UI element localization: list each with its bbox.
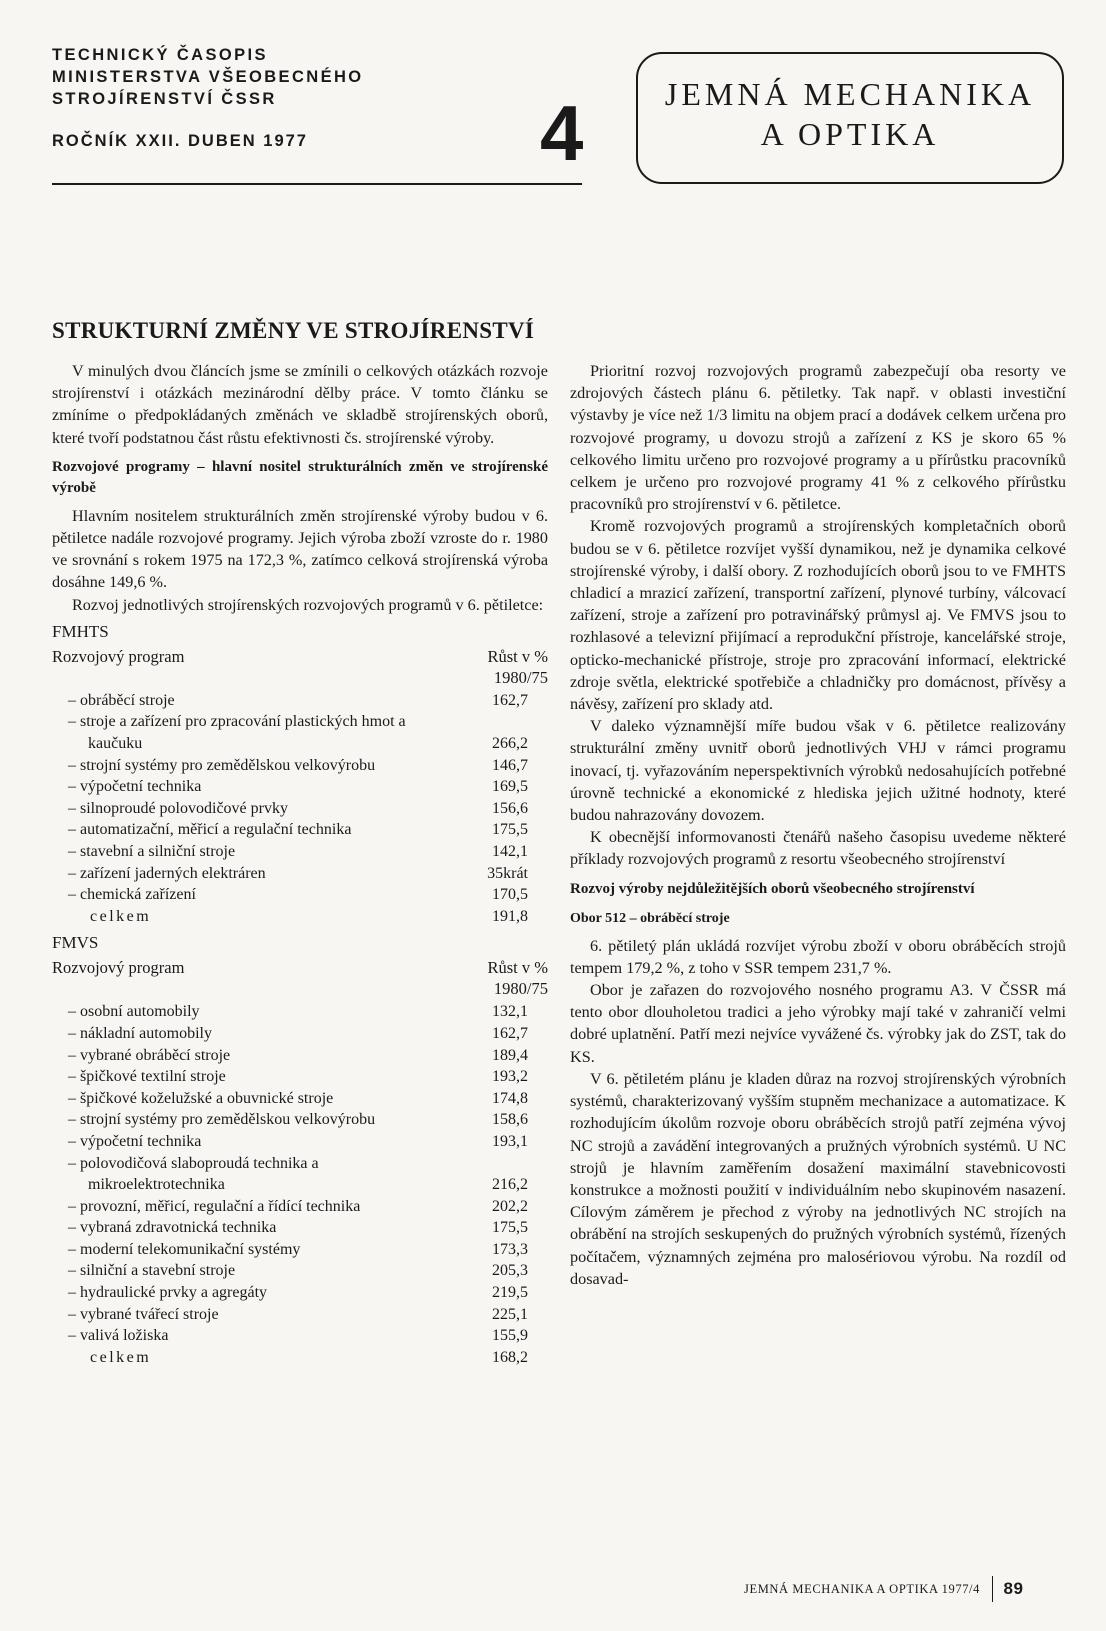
table-total-row: celkem 168,2 bbox=[90, 1348, 528, 1366]
table-row: – strojní systémy pro zemědělskou velkovýrobu 146,7 bbox=[68, 756, 528, 774]
masthead-rule bbox=[52, 183, 582, 185]
table-row: – chemická zařízení 170,5 bbox=[68, 886, 528, 904]
table-row: – automatizační, měřicí a regulační technika 175,5 bbox=[68, 821, 528, 839]
journal-title-box bbox=[636, 52, 1064, 184]
table-row: – moderní telekomunikační systémy 173,3 bbox=[68, 1240, 528, 1258]
header-program: Rozvojový program bbox=[52, 646, 185, 666]
page-footer bbox=[744, 1576, 1024, 1602]
table-row: – špičkové textilní stroje 193,2 bbox=[68, 1068, 528, 1086]
table-row: – vybrané tvářecí stroje 225,1 bbox=[68, 1305, 528, 1323]
left-column bbox=[52, 360, 548, 1368]
volume-date: ROČNÍK XXII. DUBEN 1977 bbox=[52, 132, 308, 150]
journal-title-line-2: A OPTIKA bbox=[760, 116, 940, 152]
running-title: JEMNÁ MECHANIKA A OPTIKA 1977/4 bbox=[744, 1581, 980, 1596]
header-growth: Růst v % 1980/75 bbox=[487, 646, 548, 687]
publisher-line-1: TECHNICKÝ ČASOPIS bbox=[52, 46, 268, 64]
table-row: – nákladní automobily 162,7 bbox=[68, 1024, 528, 1042]
table-row: – provozní, měřicí, regulační a řídící technika 202,2 bbox=[68, 1197, 528, 1215]
paragraph: K obecnější informovanosti čtenářů našeho časopisu uvedeme některé příklady rozvojových programů z resortu všeobecného strojírenství bbox=[570, 828, 1066, 869]
paragraph: Obor je zařazen do rozvojového nosného programu A3. V ČSSR má tento obor dlouholetou tradici a jeho výrobky mají také v zahraničí velmi dobré uplatnění. Patří mezi nejvíce vyvážené čs. výrobky jak do ZST, tak do KS. bbox=[570, 981, 1066, 1066]
fmvs-heading: FMVS bbox=[52, 933, 99, 953]
table-row: – strojní systémy pro zemědělskou velkovýrobu 158,6 bbox=[68, 1111, 528, 1129]
table-row: – stroje a zařízení pro zpracování plastických hmot a kaučuku 266,2 bbox=[68, 713, 528, 753]
header-growth: Růst v % 1980/75 bbox=[487, 958, 548, 999]
publisher-line-3: STROJÍRENSTVÍ ČSSR bbox=[52, 90, 277, 108]
table-row: – valivá ložiska 155,9 bbox=[68, 1327, 528, 1345]
right-column bbox=[570, 360, 1066, 1290]
fmhts-table bbox=[52, 646, 548, 928]
section-subhead: Rozvojové programy – hlavní nositel strukturálních změn ve strojírenské výrobě bbox=[52, 458, 548, 496]
table-row: – stavební a silniční stroje 142,1 bbox=[68, 842, 528, 860]
header-program: Rozvojový program bbox=[52, 958, 185, 978]
intro-paragraph: V minulých dvou článcích jsme se zmínili o celkových otázkách rozvoje strojírenství i otázkách mezinárodní dělby práce. V tomto článku se zmíníme o předpokládaných změnách ve skladbě strojírenských oborů, které tvoří podstatnou část růstu efektivnosti čs. strojírenské výroby. bbox=[52, 362, 548, 447]
subsection-subhead: Obor 512 – obráběcí stroje bbox=[570, 910, 730, 926]
issue-number: 4 bbox=[540, 89, 584, 177]
article-title: STRUKTURNÍ ZMĚNY VE STROJÍRENSTVÍ bbox=[52, 318, 535, 343]
table-row: – osobní automobily 132,1 bbox=[68, 1003, 528, 1021]
table-total-row: celkem 191,8 bbox=[90, 907, 528, 925]
fmvs-table bbox=[52, 957, 548, 1368]
page-number: 89 bbox=[1003, 1579, 1024, 1598]
paragraph: Hlavním nositelem strukturálních změn strojírenské výroby budou v 6. pětiletce nadále rozvojové programy. Jejich výroba zboží vzroste do r. 1980 ve srovnání s rokem 1975 na 172,3 %, zatímco celková strojírenská výroba dosáhne 149,6 %. bbox=[52, 506, 548, 592]
table-row: – vybrané obráběcí stroje 189,4 bbox=[68, 1046, 528, 1064]
table-row: – hydraulické prvky a agregáty 219,5 bbox=[68, 1284, 528, 1302]
publisher-block bbox=[52, 44, 364, 110]
table-row: – silnoproudé polovodičové prvky 156,6 bbox=[68, 799, 528, 817]
journal-title-line-1: JEMNÁ MECHANIKA bbox=[664, 76, 1036, 112]
paragraph: 6. pětiletý plán ukládá rozvíjet výrobu zboží v oboru obráběcích strojů tempem 179,2 %, z toho v SSR tempem 231,7 %. bbox=[570, 936, 1066, 977]
footer-divider bbox=[992, 1576, 994, 1602]
paragraph: Kromě rozvojových programů a strojírenských kompletačních oborů budou se v 6. pětiletce rozvíjet vyšší dynamikou, než je dynamika celkové strojírenské výroby, i další obory. Z rozhodujících oborů jsou to ve FMHTS chladicí a mrazicí zařízení, transportní zařízení, plynové turbíny, válcovací zařízení, stroje a zařízení pro potravinářský průmysl aj. Ve FMVS jsou to rozhlasové a televizní přijímací a reprodukční přístroje, kancelářské stroje, opticko-mechanické přístroje, stroje pro zpracování informací, elektrické zdroje světla, elektrické spotřebiče a chladničky pro domácnost, přívěsy a návěsy, zařízení pro sklady atd. bbox=[570, 517, 1066, 714]
table-row: – polovodičová slaboproudá technika a mikroelektrotechnika 216,2 bbox=[68, 1154, 528, 1194]
masthead bbox=[52, 44, 364, 151]
paragraph: Rozvoj jednotlivých strojírenských rozvojových programů v 6. pětiletce: bbox=[72, 595, 544, 614]
section-subhead: Rozvoj výroby nejdůležitějších oborů všeobecného strojírenství bbox=[570, 880, 975, 897]
table-row: – špičkové koželužské a obuvnické stroje 174,8 bbox=[68, 1089, 528, 1107]
table-row: – vybraná zdravotnická technika 175,5 bbox=[68, 1219, 528, 1237]
table-header bbox=[52, 646, 548, 688]
table-row: – výpočetní technika 169,5 bbox=[68, 778, 528, 796]
table-row: – výpočetní technika 193,1 bbox=[68, 1132, 528, 1150]
paragraph: V daleko významnější míře budou však v 6. pětiletce realizovány strukturální změny uvnitř oborů jednotlivých VHJ v rámci programu inovací, tj. vyřazováním neperspektivních výrobků nedosahujících potřebné úrovně technické a ekonomické z hlediska jejich užitné hodnoty, které budou nahrazovány dovozem. bbox=[570, 717, 1066, 825]
publisher-line-2: MINISTERSTVA VŠEOBECNÉHO bbox=[52, 68, 364, 86]
table-row: – silniční a stavební stroje 205,3 bbox=[68, 1262, 528, 1280]
paragraph: Prioritní rozvoj rozvojových programů zabezpečují oba resorty ve zdrojových částech plánu 6. pětiletky. Tak např. v oblasti investiční výstavby je více než 1/3 limitu na objem prací a dodávek celkem určena pro rozvojové programy, u dovozu strojů a zařízení z KS je skoro 65 % celkového limitu určeno pro rozvojové programy a u přírůstku pracovníků celkem je určeno pro rozvojové programy 41 % z celkového přírůstku pracovníků pro strojírenství v 6. pětiletce. bbox=[570, 362, 1066, 514]
table-header bbox=[52, 957, 548, 999]
table-row: – obráběcí stroje 162,7 bbox=[68, 691, 528, 709]
paragraph: V 6. pětiletém plánu je kladen důraz na rozvoj strojírenských výrobních systémů, charakterizovaný vyšším stupněm mechanizace a automatizace. K rozhodujícím úkolům rozvoje oboru obráběcích strojů patří zejména vývoj NC strojů a zavádění integrovaných a pružných výrobních systémů. U NC strojů je hlavním zaměřením dosažení maximální stavebnicovosti konstrukce a možnosti použití v individuálním nebo skupinovém nasazení. Cílovým záměrem je přechod z výroby na jednotlivých NC strojích na obrábění na strojích seskupených do pružných výrobních systémů, řízených počítačem, významných zejména pro malosériovou výrobu. Na rozdíl od dosavad- bbox=[570, 1069, 1066, 1288]
fmhts-heading: FMHTS bbox=[52, 621, 109, 641]
table-row: – zařízení jaderných elektráren 35krát bbox=[68, 864, 528, 882]
